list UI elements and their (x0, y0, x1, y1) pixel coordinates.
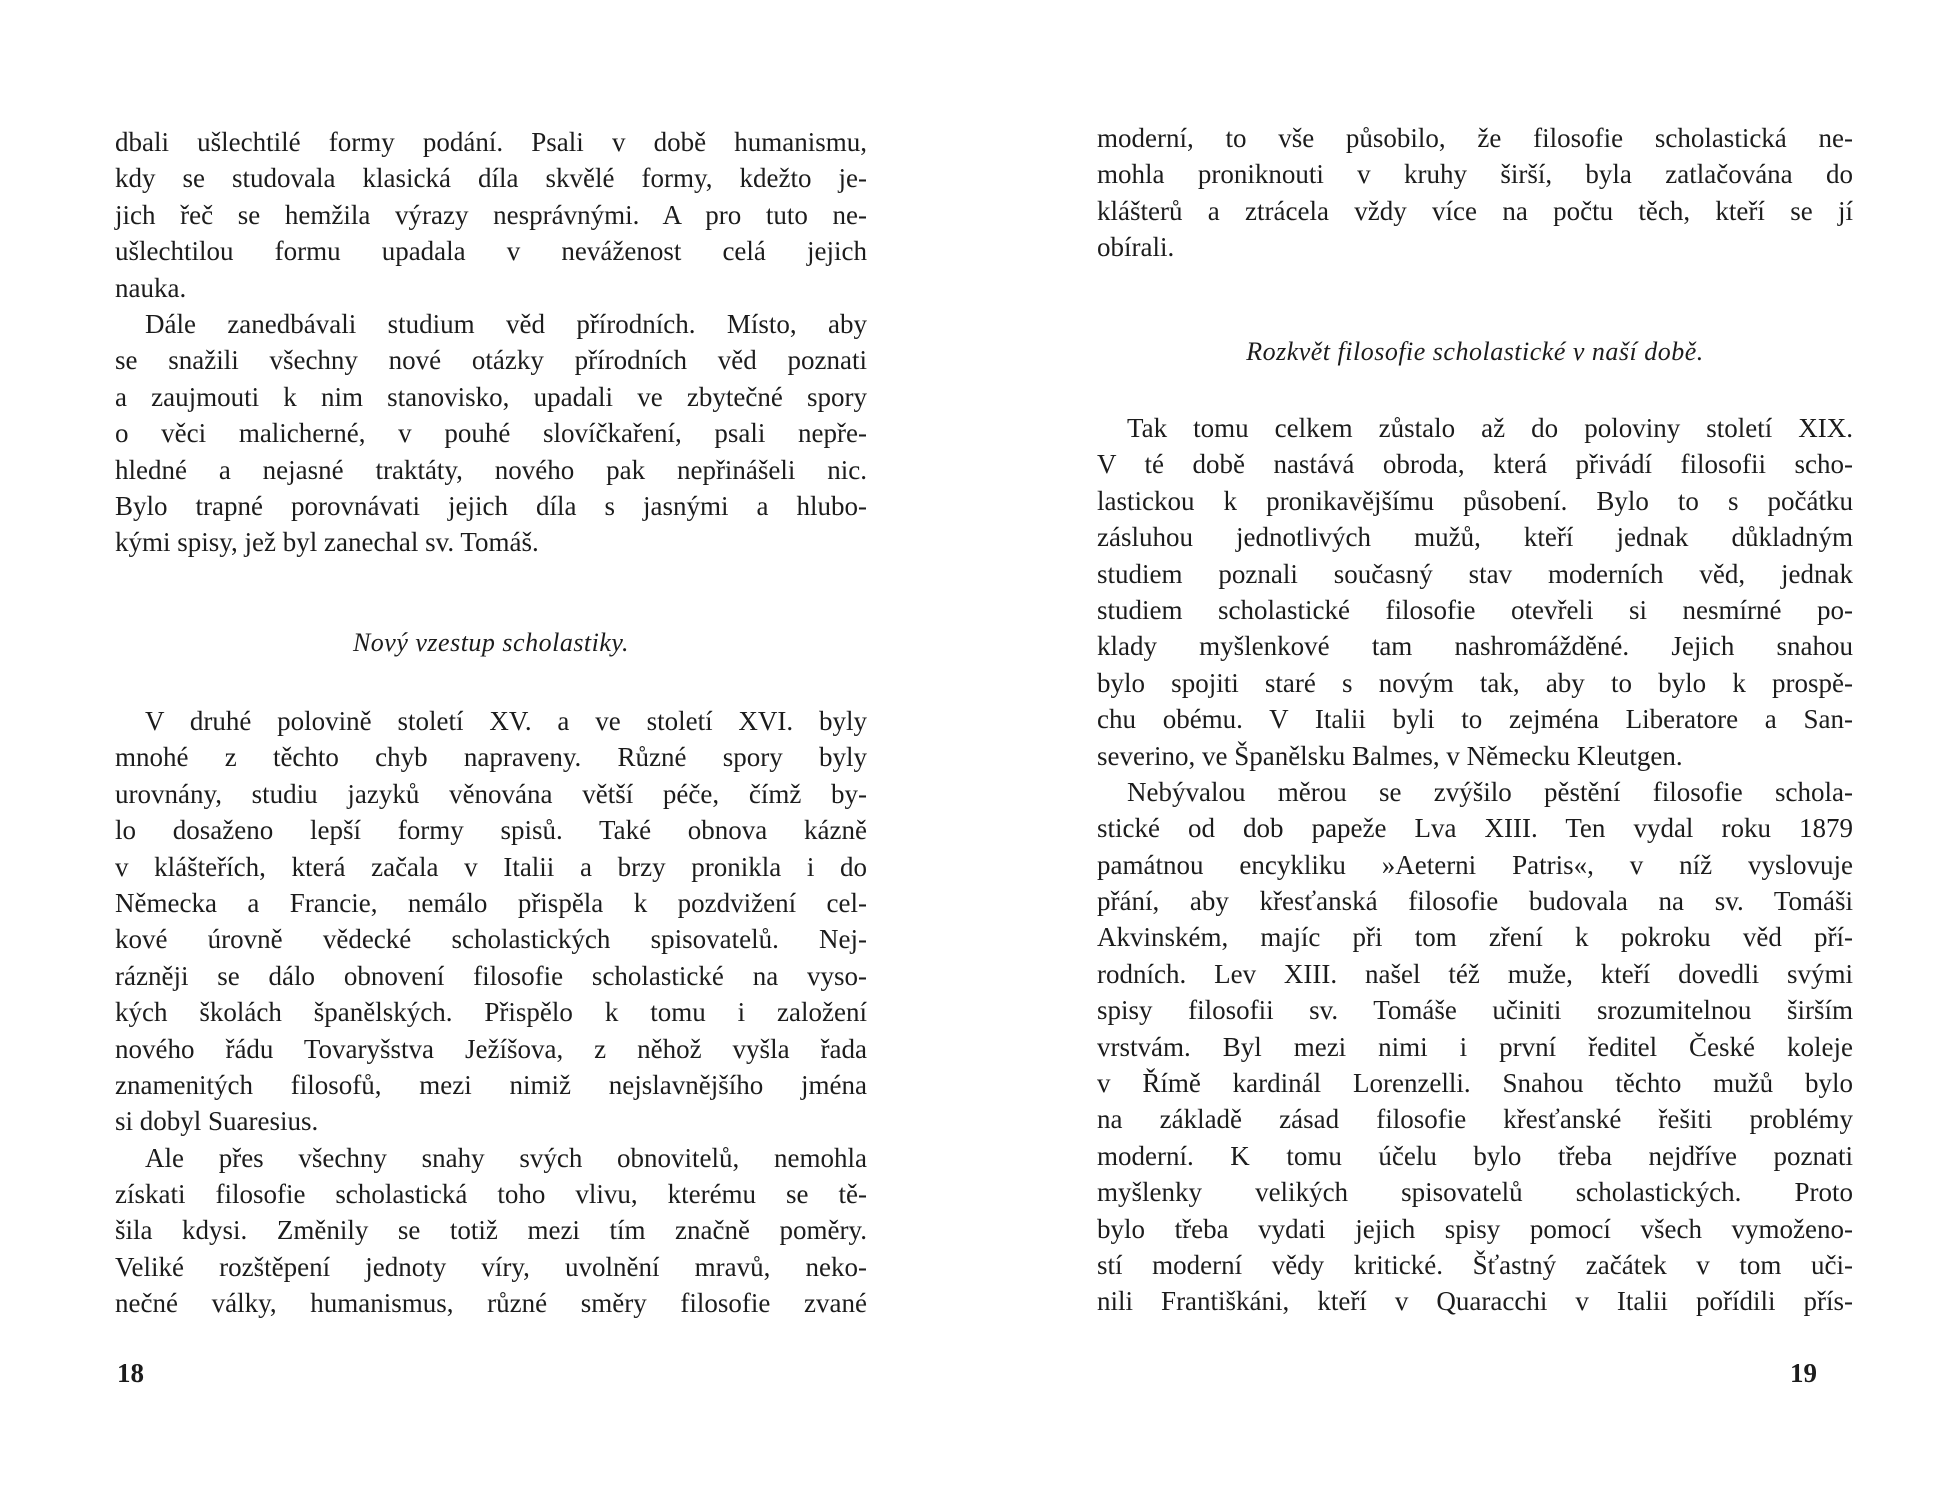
text-line: o věci malicherné, v pouhé slovíčkaření, psali nepře- (115, 418, 867, 449)
text-line: klášterů a ztrácela vždy více na počtu těch, kteří se jí (1097, 195, 1853, 226)
text-line: lo dosaženo lepší formy spisů. Také obnova kázně (115, 815, 867, 846)
page-number: 19 (1790, 1358, 1817, 1388)
text-line: ušlechtilou formu upadala v neváženost celá jejich (115, 236, 867, 267)
paragraph (115, 306, 867, 561)
text-line: lastickou k pronikavějšímu působení. Bylo to s počátku (1097, 485, 1853, 516)
text-line: V druhé polovině století XV. a ve století XVI. byly (145, 706, 867, 736)
paragraph (1097, 120, 1853, 266)
text-line: se snažili všechny nové otázky přírodních věd poznati (115, 345, 867, 376)
text-line: myšlenky velikých spisovatelů scholastických. Proto (1097, 1177, 1853, 1208)
text-line: nečné války, humanismus, různé směry filosofie zvané (115, 1288, 867, 1319)
text-line: Dále zanedbávali studium věd přírodních. Místo, aby (145, 308, 867, 339)
text-line: kdy se studovala klasická díla skvělé formy, kdežto je- (115, 163, 867, 194)
text-line: spisy filosofii sv. Tomáše učiniti srozumitelnou širším (1097, 995, 1853, 1026)
text-line: zásluhou jednotlivých mužů, kteří jednak důkladným (1097, 522, 1853, 553)
text-line: nauka. (115, 272, 187, 303)
text-line: kými spisy, jež byl zanechal sv. Tomáš. (115, 527, 539, 558)
text-line: jich řeč se hemžila výrazy nesprávnými. A pro tuto ne- (115, 199, 867, 230)
text-line: na základě zásad filosofie křesťanské řešiti problémy (1097, 1104, 1853, 1135)
text-line: v klášteřích, která začala v Italii a brzy pronikla i do (115, 851, 867, 882)
section-heading: Rozkvět filosofie scholastické v naší době. (1246, 337, 1704, 366)
text-line: urovnány, studiu jazyků věnována větší péče, čímž by- (115, 778, 867, 809)
text-line: v Římě kardinál Lorenzelli. Snahou těchto mužů bylo (1097, 1068, 1853, 1099)
text-line: kové úrovně vědecké scholastických spisovatelů. Nej- (115, 924, 867, 955)
paragraph (115, 124, 867, 306)
text-line: hledné a nejasné traktáty, nového pak nepřinášeli nic. (115, 454, 867, 485)
text-line: V té době nastává obroda, která přivádí filosofii scho- (1097, 449, 1853, 480)
text-line: nili Františkáni, kteří v Quaracchi v Italii pořídili přís- (1097, 1286, 1853, 1317)
paragraph (115, 1140, 867, 1322)
text-line: získati filosofie scholastická toho vlivu, kterému se tě- (115, 1179, 867, 1210)
text-line: znamenitých filosofů, mezi nimiž nejslavnějšího jména (115, 1069, 867, 1100)
paragraph (1097, 774, 1853, 1320)
text-line: chu obému. V Italii byli to zejména Liberatore a San- (1097, 704, 1853, 735)
text-line: bylo spojiti staré s novým tak, aby to bylo k prospě- (1097, 667, 1853, 698)
text-line: přání, aby křesťanská filosofie budovala na sv. Tomáši (1097, 886, 1853, 917)
text-line: klady myšlenkové tam nashromážděné. Jejich snahou (1097, 631, 1853, 662)
text-line: moderní, to vše působilo, že filosofie scholastická ne- (1097, 123, 1853, 153)
text-line: studiem scholastické filosofie otevřeli si nesmírné po- (1097, 594, 1853, 625)
text-line: Německa a Francie, nemálo přispěla k pozdvižení cel- (115, 887, 867, 918)
left-text-top (115, 124, 867, 561)
text-line: a zaujmouti k nim stanovisko, upadali ve zbytečné spory (115, 381, 867, 412)
text-line: mnohé z těchto chyb napraveny. Různé spory byly (115, 742, 867, 773)
text-line: studiem poznali současný stav moderních věd, jednak (1097, 558, 1853, 589)
section-heading: Nový vzestup scholastiky. (352, 628, 630, 657)
left-text-bottom (115, 703, 867, 1322)
text-line: stí moderní vědy kritické. Šťastný začátek v tom uči- (1097, 1249, 1853, 1280)
text-line: si dobyl Suaresius. (115, 1106, 319, 1137)
text-line: stické od dob papeže Lva XIII. Ten vydal roku 1879 (1097, 813, 1853, 844)
text-line: nového řádu Tovaryšstva Ježíšova, z něhož vyšla řada (115, 1033, 867, 1064)
text-line: dbali ušlechtilé formy podání. Psali v době humanismu, (115, 127, 867, 157)
text-line: obírali. (1097, 232, 1175, 263)
text-line: rázněji se dálo obnovení filosofie scholastické na vyso- (115, 960, 867, 991)
text-line: bylo třeba vydati jejich spisy pomocí všech vymoženo- (1097, 1213, 1853, 1244)
text-line: mohla proniknouti v kruhy širší, byla zatlačována do (1097, 159, 1853, 190)
text-line: rodních. Lev XIII. našel též muže, kteří dovedli svými (1097, 958, 1853, 989)
text-line: kých školách španělských. Přispělo k tomu i založení (115, 997, 867, 1028)
page-number: 18 (117, 1358, 144, 1388)
text-line: šila kdysi. Změnily se totiž mezi tím značně poměry. (115, 1215, 867, 1246)
right-page (980, 0, 1952, 1500)
text-line: Veliké rozštěpení jednoty víry, uvolnění mravů, neko- (115, 1251, 867, 1282)
paragraph (1097, 410, 1853, 774)
right-text-bottom (1097, 410, 1853, 1320)
text-line: moderní. K tomu účelu bylo třeba nejdříve poznati (1097, 1140, 1853, 1171)
text-line: Bylo trapné porovnávati jejich díla s jasnými a hlubo- (115, 490, 867, 521)
right-text-top (1097, 120, 1853, 266)
text-line: vrstvám. Byl mezi nimi i první ředitel České koleje (1097, 1031, 1853, 1062)
text-line: Nebývalou měrou se zvýšilo pěstění filosofie schola- (1127, 776, 1853, 807)
text-line: severino, ve Španělsku Balmes, v Německu Kleutgen. (1097, 740, 1683, 771)
text-line: Akvinském, majíc při tom zření k pokroku věd pří- (1097, 922, 1853, 953)
text-line: Ale přes všechny snahy svých obnovitelů, nemohla (145, 1142, 867, 1173)
paragraph (115, 703, 867, 1140)
text-line: památnou encykliku »Aeterni Patris«, v níž vyslovuje (1097, 849, 1853, 880)
text-line: Tak tomu celkem zůstalo až do poloviny století XIX. (1127, 413, 1853, 443)
